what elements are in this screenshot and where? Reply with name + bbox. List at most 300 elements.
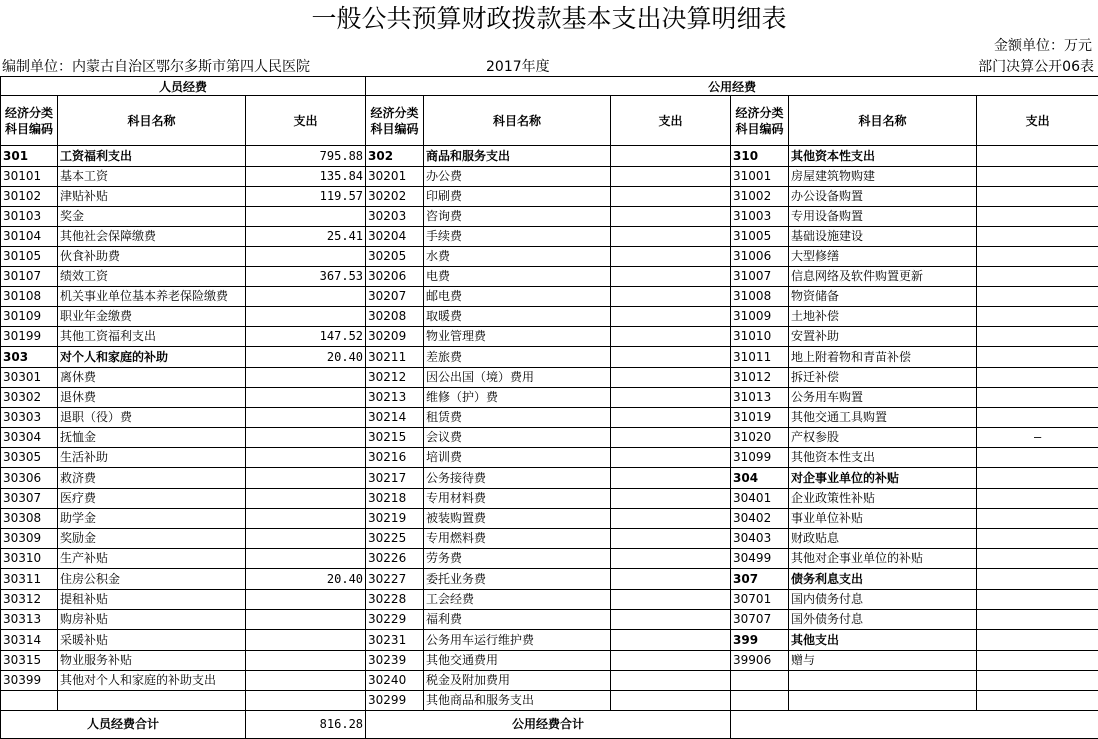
item-code: 301 — [1, 146, 58, 167]
item-name: 其他资本性支出 — [789, 146, 977, 167]
item-amount — [611, 569, 731, 590]
item-amount — [611, 489, 731, 509]
table-row — [1, 671, 1098, 691]
item-name: 大型修缮 — [789, 247, 977, 267]
item-amount — [611, 287, 731, 307]
item-name: 物业管理费 — [424, 327, 611, 347]
item-code — [1, 691, 58, 711]
table-row — [1, 630, 1098, 651]
code-column-header: 经济分类科目编码 — [1, 96, 58, 146]
code-column-header: 经济分类科目编码 — [731, 96, 789, 146]
item-code: 30218 — [366, 489, 424, 509]
item-name: 抚恤金 — [58, 428, 246, 448]
item-code: 31019 — [731, 408, 789, 428]
item-code: 30202 — [366, 187, 424, 207]
item-amount — [611, 448, 731, 468]
item-amount — [611, 468, 731, 489]
item-amount — [977, 651, 1098, 671]
public-total-label: 公用经费合计 — [366, 711, 731, 739]
item-code: 30239 — [366, 651, 424, 671]
item-amount — [246, 489, 366, 509]
table-row — [1, 307, 1098, 327]
item-name: 地上附着物和青苗补偿 — [789, 347, 977, 368]
item-code: 302 — [366, 146, 424, 167]
item-name: 信息网络及软件购置更新 — [789, 267, 977, 287]
item-amount — [246, 368, 366, 388]
item-amount — [246, 287, 366, 307]
item-amount — [977, 347, 1098, 368]
item-code: 30213 — [366, 388, 424, 408]
item-name: 采暖补贴 — [58, 630, 246, 651]
item-code: 310 — [731, 146, 789, 167]
item-name: 其他工资福利支出 — [58, 327, 246, 347]
public-total-value — [731, 711, 1098, 739]
item-code: 30312 — [1, 590, 58, 610]
item-name: 国内债务付息 — [789, 590, 977, 610]
item-amount — [977, 146, 1098, 167]
item-code: 30240 — [366, 671, 424, 691]
item-code: 30311 — [1, 569, 58, 590]
item-code — [731, 671, 789, 691]
item-name: 咨询费 — [424, 207, 611, 227]
table-row — [1, 388, 1098, 408]
item-name: 生活补助 — [58, 448, 246, 468]
item-code: 30102 — [1, 187, 58, 207]
item-amount — [977, 630, 1098, 651]
form-number: 部门决算公开06表 — [978, 57, 1094, 77]
item-name: 购房补贴 — [58, 610, 246, 630]
item-name: 住房公积金 — [58, 569, 246, 590]
item-amount — [611, 347, 731, 368]
item-amount — [611, 590, 731, 610]
item-name: 绩效工资 — [58, 267, 246, 287]
item-amount — [611, 428, 731, 448]
table-row — [1, 489, 1098, 509]
item-code: 30212 — [366, 368, 424, 388]
item-code: 30308 — [1, 509, 58, 529]
item-code: 30310 — [1, 549, 58, 569]
item-name: 对个人和家庭的补助 — [58, 347, 246, 368]
item-amount — [977, 529, 1098, 549]
item-name: 物业服务补贴 — [58, 651, 246, 671]
item-name: 职业年金缴费 — [58, 307, 246, 327]
item-name: 救济费 — [58, 468, 246, 489]
item-name: 维修（护）费 — [424, 388, 611, 408]
item-amount — [246, 590, 366, 610]
table-row — [1, 247, 1098, 267]
item-amount — [977, 691, 1098, 711]
item-code: 30299 — [366, 691, 424, 711]
item-code: 30105 — [1, 247, 58, 267]
item-amount: — — [977, 428, 1098, 448]
table-row — [1, 590, 1098, 610]
item-code: 30227 — [366, 569, 424, 590]
table-row — [1, 287, 1098, 307]
table-body — [1, 146, 1098, 711]
item-code: 30313 — [1, 610, 58, 630]
item-code: 30207 — [366, 287, 424, 307]
item-amount — [246, 509, 366, 529]
item-code: 30302 — [1, 388, 58, 408]
item-amount — [611, 267, 731, 287]
table-row — [1, 347, 1098, 368]
table-row — [1, 207, 1098, 227]
item-amount — [246, 549, 366, 569]
item-code: 30225 — [366, 529, 424, 549]
item-amount — [246, 448, 366, 468]
item-amount — [611, 388, 731, 408]
item-name: 专用设备购置 — [789, 207, 977, 227]
item-amount — [977, 267, 1098, 287]
amount-unit: 金额单位：万元 — [994, 37, 1092, 55]
item-amount — [977, 368, 1098, 388]
item-amount — [611, 167, 731, 187]
item-amount — [977, 167, 1098, 187]
fiscal-year: 2017年度 — [486, 57, 550, 77]
item-name: 财政贴息 — [789, 529, 977, 549]
table-row — [1, 368, 1098, 388]
item-code: 30228 — [366, 590, 424, 610]
item-amount: 795.88 — [246, 146, 366, 167]
item-name: 手续费 — [424, 227, 611, 247]
item-amount — [611, 247, 731, 267]
table-row — [1, 651, 1098, 671]
item-code: 31012 — [731, 368, 789, 388]
amount-column-header: 支出 — [611, 96, 731, 146]
item-code: 31010 — [731, 327, 789, 347]
item-amount — [977, 569, 1098, 590]
item-name: 企业政策性补贴 — [789, 489, 977, 509]
item-name — [789, 671, 977, 691]
item-name: 工资福利支出 — [58, 146, 246, 167]
item-code: 30701 — [731, 590, 789, 610]
item-name: 公务接待费 — [424, 468, 611, 489]
item-amount: 147.52 — [246, 327, 366, 347]
item-name: 因公出国（境）费用 — [424, 368, 611, 388]
item-name: 被装购置费 — [424, 509, 611, 529]
item-code: 30301 — [1, 368, 58, 388]
item-amount — [611, 408, 731, 428]
item-code — [731, 691, 789, 711]
table-row — [1, 167, 1098, 187]
item-amount — [977, 207, 1098, 227]
item-amount — [611, 187, 731, 207]
item-name: 助学金 — [58, 509, 246, 529]
item-code: 30201 — [366, 167, 424, 187]
item-amount — [246, 307, 366, 327]
item-name: 物资储备 — [789, 287, 977, 307]
item-name: 公务用车购置 — [789, 388, 977, 408]
item-amount: 119.57 — [246, 187, 366, 207]
item-name: 办公设备购置 — [789, 187, 977, 207]
item-amount — [246, 610, 366, 630]
item-amount — [246, 468, 366, 489]
item-code: 30403 — [731, 529, 789, 549]
item-code: 399 — [731, 630, 789, 651]
item-amount — [611, 549, 731, 569]
name-column-header: 科目名称 — [424, 96, 611, 146]
item-code: 30103 — [1, 207, 58, 227]
item-code: 30499 — [731, 549, 789, 569]
item-amount — [611, 227, 731, 247]
item-code: 30205 — [366, 247, 424, 267]
item-name: 奖励金 — [58, 529, 246, 549]
item-name: 其他社会保障缴费 — [58, 227, 246, 247]
item-code: 30314 — [1, 630, 58, 651]
item-name: 税金及附加费用 — [424, 671, 611, 691]
amount-column-header: 支出 — [977, 96, 1098, 146]
item-amount — [611, 671, 731, 691]
item-amount — [246, 671, 366, 691]
item-name: 工会经费 — [424, 590, 611, 610]
table-row — [1, 187, 1098, 207]
item-name: 房屋建筑物购建 — [789, 167, 977, 187]
item-name: 租赁费 — [424, 408, 611, 428]
item-code: 30209 — [366, 327, 424, 347]
item-code: 31002 — [731, 187, 789, 207]
item-name: 事业单位补贴 — [789, 509, 977, 529]
item-name: 劳务费 — [424, 549, 611, 569]
item-name: 其他交通工具购置 — [789, 408, 977, 428]
item-amount — [611, 368, 731, 388]
item-name: 土地补偿 — [789, 307, 977, 327]
item-amount — [246, 247, 366, 267]
name-column-header: 科目名称 — [789, 96, 977, 146]
item-amount — [977, 287, 1098, 307]
item-code: 31007 — [731, 267, 789, 287]
table-row — [1, 146, 1098, 167]
item-amount: 135.84 — [246, 167, 366, 187]
item-name: 水费 — [424, 247, 611, 267]
item-name: 赠与 — [789, 651, 977, 671]
item-amount — [977, 227, 1098, 247]
item-code: 30402 — [731, 509, 789, 529]
item-name: 安置补助 — [789, 327, 977, 347]
item-amount — [977, 610, 1098, 630]
item-name: 奖金 — [58, 207, 246, 227]
item-amount — [246, 529, 366, 549]
item-name: 国外债务付息 — [789, 610, 977, 630]
item-code: 31008 — [731, 287, 789, 307]
item-name: 产权参股 — [789, 428, 977, 448]
item-code: 30199 — [1, 327, 58, 347]
item-code: 31020 — [731, 428, 789, 448]
item-code: 39906 — [731, 651, 789, 671]
item-code: 30707 — [731, 610, 789, 630]
item-name: 其他资本性支出 — [789, 448, 977, 468]
item-amount — [611, 651, 731, 671]
item-amount — [611, 207, 731, 227]
item-amount — [611, 610, 731, 630]
item-amount — [977, 549, 1098, 569]
item-code: 31009 — [731, 307, 789, 327]
item-code: 30306 — [1, 468, 58, 489]
item-code: 31011 — [731, 347, 789, 368]
reporting-unit: 编制单位：内蒙古自治区鄂尔多斯市第四人民医院 — [2, 57, 310, 77]
item-amount: 367.53 — [246, 267, 366, 287]
item-code: 303 — [1, 347, 58, 368]
totals-row — [1, 711, 1098, 739]
item-amount: 20.40 — [246, 347, 366, 368]
item-code: 31006 — [731, 247, 789, 267]
table-row — [1, 428, 1098, 448]
item-name: 退职（役）费 — [58, 408, 246, 428]
amount-column-header: 支出 — [246, 96, 366, 146]
item-name: 债务利息支出 — [789, 569, 977, 590]
item-code: 30203 — [366, 207, 424, 227]
item-name: 离休费 — [58, 368, 246, 388]
item-amount — [611, 691, 731, 711]
item-code: 31003 — [731, 207, 789, 227]
expenditure-table — [0, 76, 1098, 739]
item-amount — [246, 207, 366, 227]
item-name: 取暖费 — [424, 307, 611, 327]
item-code: 307 — [731, 569, 789, 590]
item-name: 电费 — [424, 267, 611, 287]
item-code: 31013 — [731, 388, 789, 408]
item-code: 30305 — [1, 448, 58, 468]
item-name: 其他对企事业单位的补贴 — [789, 549, 977, 569]
item-code: 30101 — [1, 167, 58, 187]
item-name: 医疗费 — [58, 489, 246, 509]
item-amount — [246, 691, 366, 711]
personnel-total-label: 人员经费合计 — [1, 711, 246, 739]
item-code: 30204 — [366, 227, 424, 247]
item-amount — [977, 307, 1098, 327]
public-section-header: 公用经费 — [366, 77, 1098, 96]
item-code: 30231 — [366, 630, 424, 651]
item-code: 30211 — [366, 347, 424, 368]
table-row — [1, 408, 1098, 428]
item-code: 30215 — [366, 428, 424, 448]
table-row — [1, 529, 1098, 549]
item-amount — [246, 388, 366, 408]
item-name: 其他对个人和家庭的补助支出 — [58, 671, 246, 691]
item-amount — [611, 509, 731, 529]
item-code: 30104 — [1, 227, 58, 247]
table-row — [1, 327, 1098, 347]
item-amount — [977, 247, 1098, 267]
table-row — [1, 549, 1098, 569]
item-name: 其他交通费用 — [424, 651, 611, 671]
item-code: 31099 — [731, 448, 789, 468]
item-amount — [977, 590, 1098, 610]
item-name: 会议费 — [424, 428, 611, 448]
item-amount — [977, 408, 1098, 428]
item-name: 机关事业单位基本养老保险缴费 — [58, 287, 246, 307]
code-column-header: 经济分类科目编码 — [366, 96, 424, 146]
table-row — [1, 468, 1098, 489]
item-amount — [977, 489, 1098, 509]
item-code: 30307 — [1, 489, 58, 509]
item-amount — [977, 671, 1098, 691]
item-name: 公务用车运行维护费 — [424, 630, 611, 651]
item-amount — [977, 448, 1098, 468]
item-name — [58, 691, 246, 711]
item-code: 30229 — [366, 610, 424, 630]
item-amount — [977, 388, 1098, 408]
item-name: 生产补贴 — [58, 549, 246, 569]
item-amount — [246, 651, 366, 671]
item-code: 30109 — [1, 307, 58, 327]
item-name: 办公费 — [424, 167, 611, 187]
item-name — [789, 691, 977, 711]
item-amount — [611, 630, 731, 651]
table-row — [1, 610, 1098, 630]
item-name: 其他商品和服务支出 — [424, 691, 611, 711]
item-code: 30108 — [1, 287, 58, 307]
item-code: 30303 — [1, 408, 58, 428]
personnel-total-value: 816.28 — [246, 711, 366, 739]
item-amount — [246, 630, 366, 651]
personnel-section-header: 人员经费 — [1, 77, 366, 96]
name-column-header: 科目名称 — [58, 96, 246, 146]
table-row — [1, 509, 1098, 529]
item-name: 印刷费 — [424, 187, 611, 207]
item-code: 30399 — [1, 671, 58, 691]
item-code: 30217 — [366, 468, 424, 489]
table-row — [1, 569, 1098, 590]
item-name: 其他支出 — [789, 630, 977, 651]
item-name: 基础设施建设 — [789, 227, 977, 247]
item-code: 30309 — [1, 529, 58, 549]
item-code: 30304 — [1, 428, 58, 448]
item-name: 退休费 — [58, 388, 246, 408]
item-code: 30315 — [1, 651, 58, 671]
item-name: 商品和服务支出 — [424, 146, 611, 167]
item-name: 培训费 — [424, 448, 611, 468]
item-name: 提租补贴 — [58, 590, 246, 610]
item-amount — [977, 468, 1098, 489]
item-amount — [246, 428, 366, 448]
item-amount — [611, 146, 731, 167]
item-code: 30214 — [366, 408, 424, 428]
item-code: 30226 — [366, 549, 424, 569]
item-name: 委托业务费 — [424, 569, 611, 590]
item-name: 基本工资 — [58, 167, 246, 187]
item-name: 津贴补贴 — [58, 187, 246, 207]
item-name: 差旅费 — [424, 347, 611, 368]
item-name: 专用材料费 — [424, 489, 611, 509]
item-code: 30216 — [366, 448, 424, 468]
item-amount — [611, 327, 731, 347]
item-name: 拆迁补偿 — [789, 368, 977, 388]
item-amount: 20.40 — [246, 569, 366, 590]
item-name: 邮电费 — [424, 287, 611, 307]
item-name: 伙食补助费 — [58, 247, 246, 267]
item-code: 31005 — [731, 227, 789, 247]
item-amount — [611, 307, 731, 327]
item-code: 30219 — [366, 509, 424, 529]
item-code: 30401 — [731, 489, 789, 509]
item-amount — [977, 509, 1098, 529]
item-amount — [611, 529, 731, 549]
report-title: 一般公共预算财政拨款基本支出决算明细表 — [0, 0, 1098, 38]
item-code: 31001 — [731, 167, 789, 187]
item-code: 30208 — [366, 307, 424, 327]
item-amount — [977, 187, 1098, 207]
item-code: 304 — [731, 468, 789, 489]
table-row — [1, 227, 1098, 247]
table-row — [1, 448, 1098, 468]
table-row — [1, 691, 1098, 711]
item-code: 30107 — [1, 267, 58, 287]
table-row — [1, 267, 1098, 287]
item-name: 专用燃料费 — [424, 529, 611, 549]
item-amount — [246, 408, 366, 428]
item-amount: 25.41 — [246, 227, 366, 247]
item-code: 30206 — [366, 267, 424, 287]
